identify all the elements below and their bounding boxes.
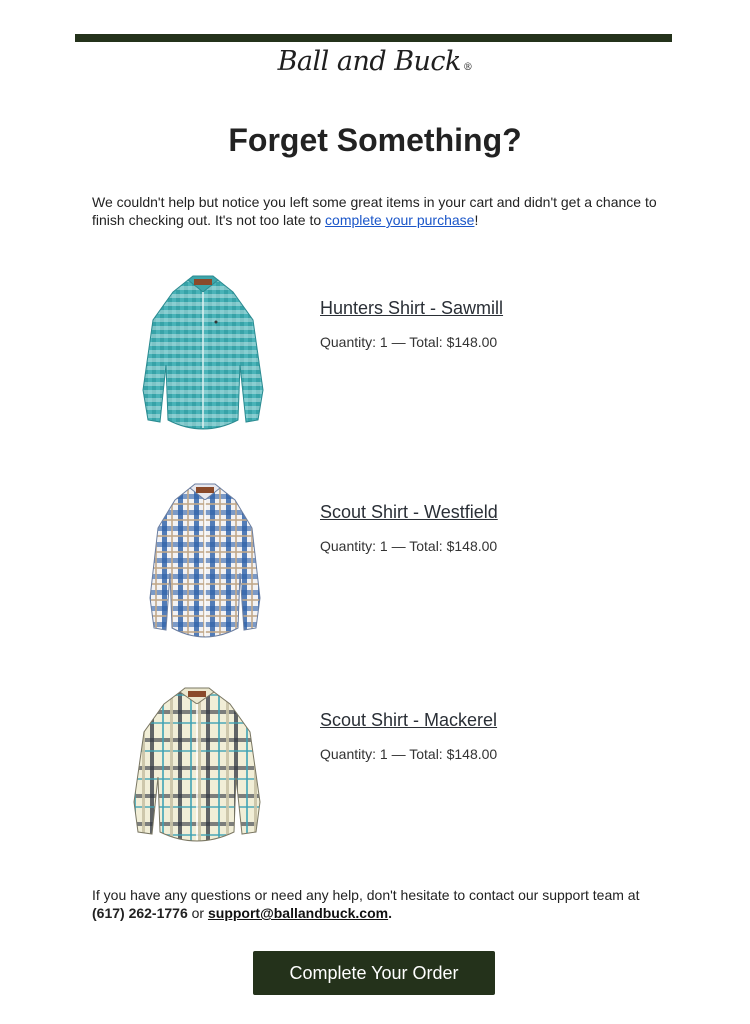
cart-item (0, 682, 750, 852)
item-quantity-total: Quantity: 1 — Total: $148.00 (320, 334, 498, 350)
product-image-hunters-shirt[interactable] (128, 270, 278, 435)
cart-item (0, 474, 750, 644)
header-accent-bar (75, 34, 672, 42)
logo-text: Ball and Buck (277, 46, 461, 77)
support-text-after: . (388, 905, 392, 921)
support-text-mid: or (187, 905, 208, 921)
item-name-link[interactable]: Scout Shirt - Mackerel (320, 710, 498, 730)
page-title: Forget Something? (228, 122, 522, 158)
support-text-before: If you have any questions or need any help, don't hesitate to contact our support team at (92, 887, 640, 903)
product-image-mackerel-shirt[interactable] (122, 682, 272, 847)
intro-text (92, 193, 662, 229)
item-name-link[interactable]: Scout Shirt - Westfield (320, 502, 498, 522)
complete-purchase-link[interactable]: complete your purchase (325, 212, 475, 228)
item-name-link[interactable]: Hunters Shirt - Sawmill (320, 298, 504, 318)
registered-mark: ® (462, 62, 473, 73)
support-text (92, 886, 672, 922)
support-phone[interactable]: (617) 262-1776 (92, 905, 188, 921)
item-quantity-total: Quantity: 1 — Total: $148.00 (320, 746, 498, 762)
item-quantity-total: Quantity: 1 — Total: $148.00 (320, 538, 498, 554)
intro-text-before: We couldn't help but notice you left some great items in your cart and didn't get a chance to finish checking out. It's not too late to (92, 194, 657, 228)
intro-text-after: ! (474, 212, 479, 228)
support-email-link[interactable]: support@ballandbuck.com (207, 905, 389, 921)
product-image-westfield-shirt[interactable] (130, 478, 280, 643)
cart-item (0, 270, 750, 440)
brand-logo[interactable] (0, 46, 750, 77)
complete-order-button[interactable]: Complete Your Order (253, 951, 495, 995)
